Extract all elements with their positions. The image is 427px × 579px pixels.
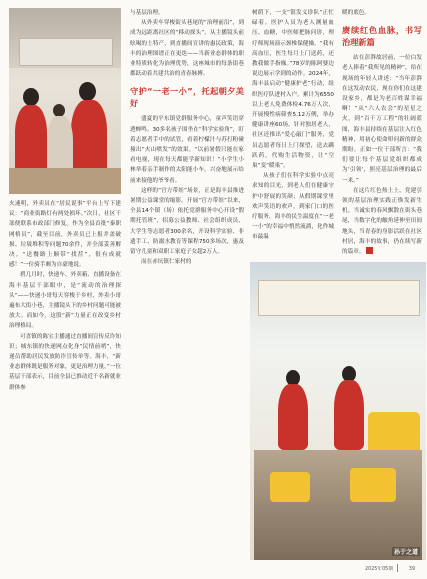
section-heading: 赓续红色血脉，书写治理新篇 — [342, 25, 422, 47]
paragraph: 站在彭湃故居前，一位白发老人捧着“我所见的精神”，给在现场的年轻人讲述：“当年彭湃在这发动农民，现在你们在这建设家乡，都是为老百姓谋幸福啊！”从“六人农会”的星星之火，到“百千万工程”的壮阔蓝图，海丰县持续在基层注入红色精神，用初心使命叩问新的群众期盼。正如一位干部所言：“我们要让每个基层党组织都成为‘引领'，照亮基层治理的最后一米。” — [342, 55, 422, 184]
paragraph: 从孩子们在科学实验中点亮求知的目光，到老人们在健康守护中舒展的笑颜；从假期课堂里欢声笑语的欢声，到家门口的医疗服务，海丰的民生温度在“一老一小”的幸福中悄然流淌，化作城市最温 — [252, 173, 334, 241]
paragraph: 盛夏的平东镇党群服务中心，童声笑语穿透蝉鸣。30多名孩子围坐在“科学实验角”，盯着志愿者手中的试管，看着柠檬汁与苏打粉碰撞出“火山喷发”的效果。“以前暑假只能在家看电视，现在每天都能学新知识！”小学生小林举着亲手制作的太阳能小车，兴奋地展示给前来接他的爷爷看。 — [130, 116, 244, 184]
paragraph: 碧几月时，快递车、外卖箱、直播设备在海丰基层干部眼中，是“流动的治理探头”——快递小哥每天穿梭于乡村，外卖小哥遍布大街小巷，主播镜头下的乡村问题可能被放大。而如今，这股“新”力量正在改变乡村治理格局。 — [9, 272, 121, 330]
paragraph: 这样的“官方带娃”场景，正是海丰县推进暑期公益课堂的缩影。开展“官方带娃”以来，全县14个镇（场）依托党群服务中心开设“假期托管班”，招募公益教师、社会组织成员、大学生等志愿者300余名，开设科学实验、非遗手工、防溺水教育等课程750多场次，惠及留守儿童和双职工家庭子女超2万人。 — [130, 187, 244, 256]
photo-caption: 孙于之道 — [393, 549, 418, 556]
column-2-text — [130, 8, 244, 267]
paragraph: 暖的底色。 — [342, 10, 370, 16]
section-heading: 守护“一老一小”，托起朝夕美好 — [130, 86, 244, 108]
footer-divider — [397, 564, 398, 572]
page-number: 39 — [408, 567, 415, 572]
issue-number: 2025年05期 — [365, 567, 393, 572]
paragraph: 与基层治理。 — [130, 10, 164, 16]
column-4-text — [342, 8, 422, 257]
paragraph: 而在赤坑镇仁家村的 — [141, 259, 192, 266]
photo-community-volunteers — [9, 8, 121, 194]
paragraph: 从外卖车穿梭街头巷尾的“治理前沿”，到成为远距离社区的“移动探头”，从主播镜头前吆喝的土特产，到直播间宣讲的惠民政策，海丰的治理图谱正在更迭——当新业态群体的职业特质转化为治理优势，这座城市的每条街巷都跃动着共建共治的青春脉搏。 — [130, 20, 244, 78]
end-mark-icon — [366, 247, 373, 254]
paragraph: 火速明，外卖员在“居民说事”平台上写下建议：“商业街路灯有两处损坏。”次日，社区干部便联系市政部门修复。作为全县首批“秦职网格员”，截至目前，外卖员已上报井盖破损、垃圾堆积等问题70余件，并全部妥善解决。“送餐路上顺带“找茬”，很有成就感！”一位骑手颇为自豪地说。 — [9, 201, 121, 269]
column-1-text — [9, 199, 121, 393]
paragraph: 树荫下，一支“银发义诊队”正忙碌着。医护人员为老人测量血压、血糖，中医师把脉问诊，理疗师现场演示颈椎保健操。“我有高血压，医生每月上门送药，还教我做手指操。”78岁的陈阿婆边说边展示学到的动作。2024年，海丰县启动“健康护老”行动，组织医疗队进村入户，累计为6550以上老人免费体检4.76万人次，开展慢性病筛查5.12万例，举办健康讲座60场，针对独居老人，社区还推出“爱心敲门”服务，党员志愿者每日上门探望，送去蹒跃药，代购生活物资，让“空巢”变“暖巢”。 — [252, 10, 334, 170]
paragraph-text: 在这片红色热土上，党建引领的基层治理实践正焕发新生机。当诚实的春风飘散在街头巷尾，当数字化的触角延伸至田间地头，当青春的身影活跃在社区村居，海丰的故事，仍在续写新的篇章。 — [342, 187, 422, 256]
photo-delivery-riders — [250, 262, 426, 560]
column-3-text — [252, 8, 334, 243]
paragraph: 可喜镇的陈宝主播通过直播间宣传反诈知识；城东镇的快递网点化身“民情前哨”，快递员帮助居民发放防诈宣传单等。海丰，“新业态群体既是服务对象，更是治理力量。”一位基层干部表示，目前全县已推动近千名新就业群体参 — [9, 333, 121, 391]
paragraph — [342, 186, 422, 257]
